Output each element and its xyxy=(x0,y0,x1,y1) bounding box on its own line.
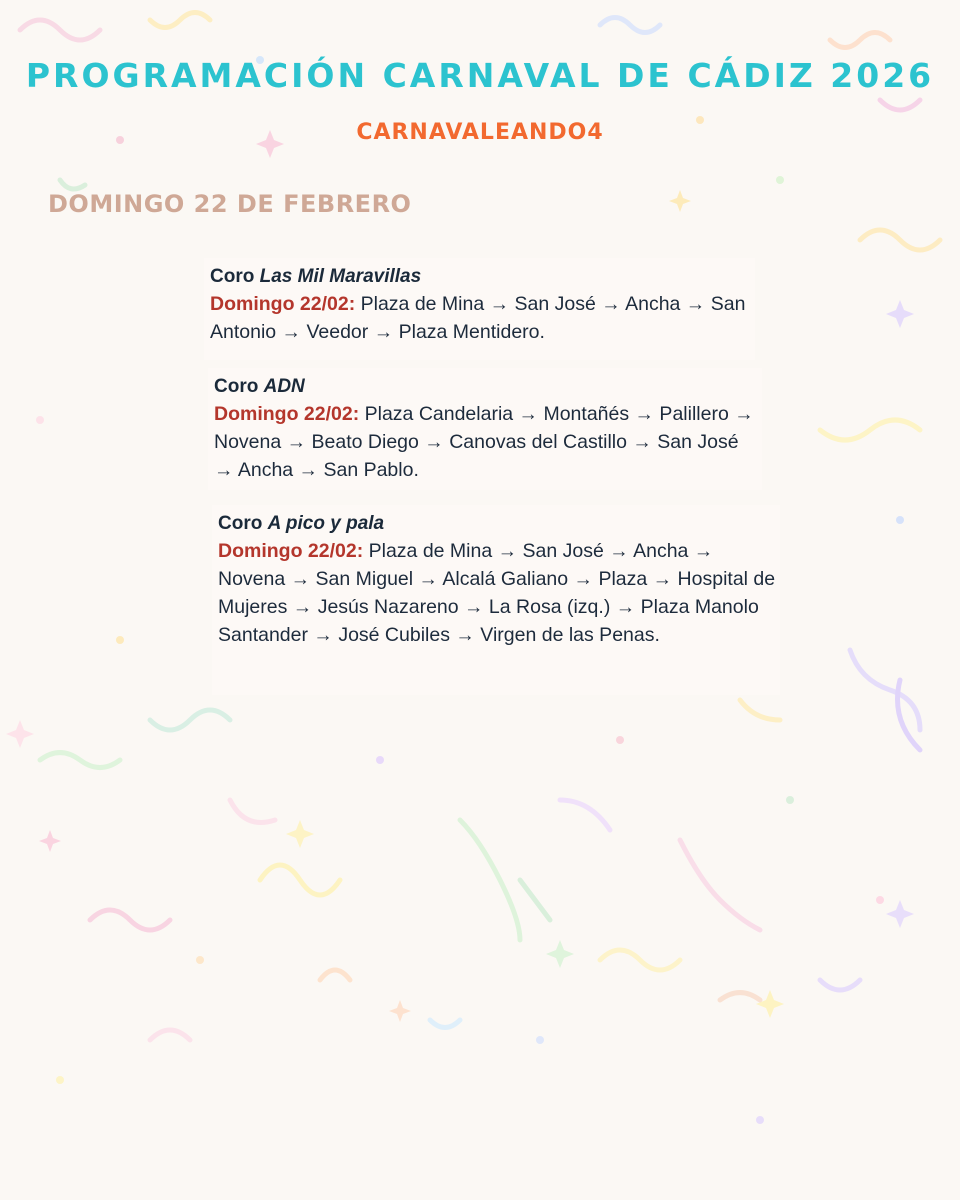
route-streets: Plaza de Mina → San José → Ancha → San Antonio → Veedor → Plaza Mentidero. xyxy=(210,293,746,343)
route-card-las-mil-maravillas xyxy=(204,258,755,360)
route-streets: Plaza Candelaria → Montañés → Palillero → Novena → Beato Diego → Canovas del Castillo → San José → Ancha → San Pablo. xyxy=(214,403,754,481)
group-title xyxy=(214,376,762,398)
group-prefix: Coro xyxy=(218,513,268,534)
group-name: A pico y pala xyxy=(267,513,385,534)
route-text xyxy=(210,290,755,346)
page-subtitle: CARNAVALEANDO4 xyxy=(356,120,604,145)
date-label: Domingo 22/02: xyxy=(218,540,364,562)
date-label: Domingo 22/02: xyxy=(214,403,360,425)
day-heading: DOMINGO 22 DE FEBRERO xyxy=(48,190,412,218)
group-title xyxy=(218,513,780,535)
route-streets: Plaza de Mina → San José → Ancha → Novena → San Miguel → Alcalá Galiano → Plaza → Hospital de Mujeres → Jesús Nazareno → La Rosa (izq.) → Plaza Manolo Santander → José Cubiles → Virgen de las Penas. xyxy=(218,540,776,646)
group-title xyxy=(210,266,755,288)
route-card-a-pico-y-pala xyxy=(212,505,780,695)
route-text xyxy=(218,537,780,649)
group-name: ADN xyxy=(263,376,305,397)
page-title: PROGRAMACIÓN CARNAVAL DE CÁDIZ 2026 xyxy=(25,56,935,95)
group-name: Las Mil Maravillas xyxy=(259,266,422,287)
route-card-adn xyxy=(208,368,762,490)
route-text xyxy=(214,400,762,484)
group-prefix: Coro xyxy=(210,266,260,287)
group-prefix: Coro xyxy=(214,376,264,397)
date-label: Domingo 22/02: xyxy=(210,293,356,315)
